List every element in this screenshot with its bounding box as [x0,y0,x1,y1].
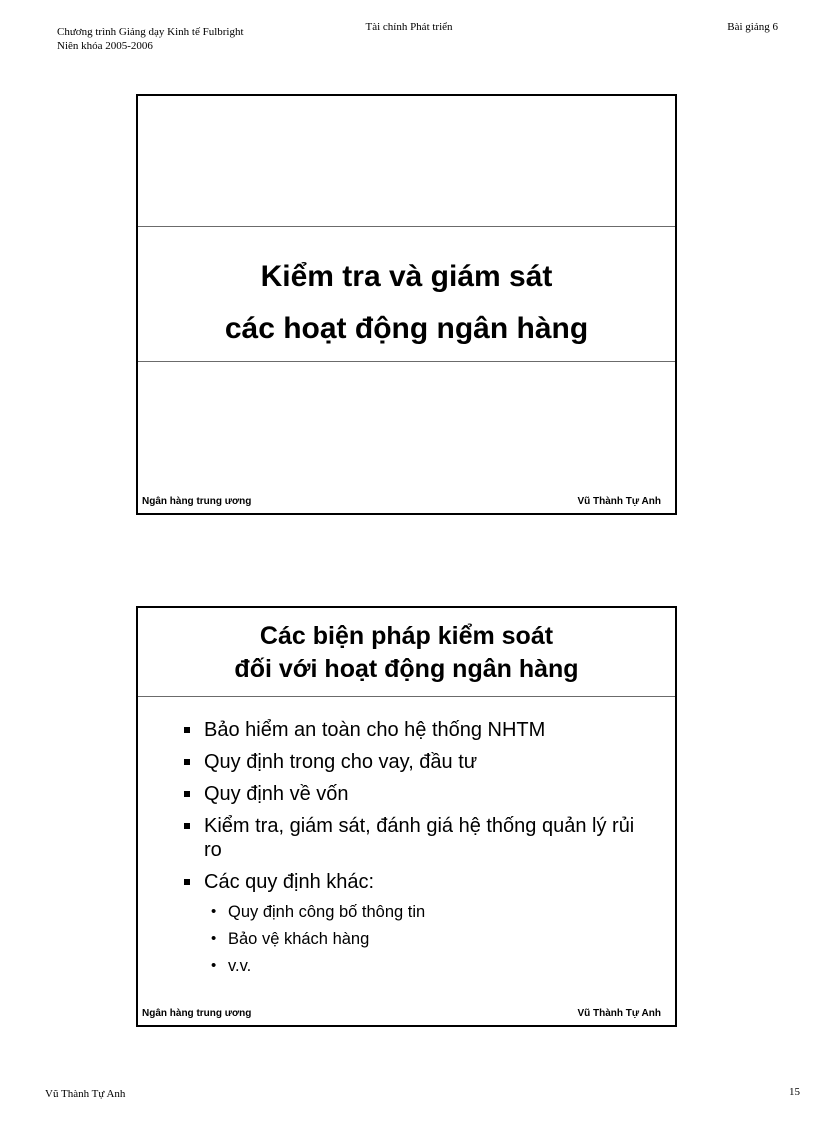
square-bullet-icon [184,879,190,885]
square-bullet-icon [184,727,190,733]
list-item [184,870,654,894]
sub-list-item [184,902,654,922]
bullet-text: Bảo hiểm an toàn cho hệ thống NHTM [204,719,546,741]
bullet-text: Các quy định khác: [204,871,375,893]
list-item [184,814,654,862]
academic-year: Niên khóa 2005-2006 [57,40,153,52]
dot-bullet-icon: • [211,957,217,974]
slide-2-divider [138,696,675,697]
list-item [184,718,654,742]
square-bullet-icon [184,759,190,765]
slide-2-bullet-list [184,718,654,983]
slide-2-title-line-2: đối với hoạt động ngân hàng [234,655,579,683]
slide-2 [136,606,677,1027]
slide-2-footer-right: Vũ Thành Tự Anh [577,1008,661,1019]
slide-2-title [138,620,675,686]
square-bullet-icon [184,823,190,829]
slide-2-footer [142,1008,661,1019]
lecture-number: Bài giảng 6 [727,21,778,33]
sub-bullet-text: Bảo vệ khách hàng [228,930,370,948]
slide-2-footer-left: Ngân hàng trung ương [142,1008,252,1019]
bullet-text: Quy định trong cho vay, đầu tư [204,751,478,773]
page-number: 15 [789,1086,800,1098]
list-item [184,750,654,774]
slide-1 [136,94,677,515]
page-footer-author: Vũ Thành Tự Anh [45,1088,126,1100]
slide-1-divider-bottom [138,361,675,362]
slide-2-title-line-1: Các biện pháp kiểm soát [259,622,554,650]
slide-1-footer-right: Vũ Thành Tự Anh [577,496,661,507]
dot-bullet-icon: • [211,930,217,947]
slide-1-title-line-1: Kiểm tra và giám sát [260,260,553,293]
bullet-text: Quy định về vốn [204,783,349,805]
bullet-text: Kiểm tra, giám sát, đánh giá hệ thống quản lý rủi ro [204,815,635,861]
slide-1-footer [142,496,661,507]
slide-1-title-line-2: các hoạt động ngân hàng [224,312,589,345]
dot-bullet-icon: • [211,903,217,920]
program-name: Chương trình Giảng dạy Kinh tế Fulbright [57,26,244,38]
slide-1-divider-top [138,226,675,227]
list-item [184,782,654,806]
square-bullet-icon [184,791,190,797]
course-title: Tài chính Phát triển [365,21,453,33]
sub-list-item [184,929,654,949]
sub-bullet-text: Quy định công bố thông tin [228,903,426,921]
sub-bullet-text: v.v. [228,957,252,975]
slide-1-footer-left: Ngân hàng trung ương [142,496,252,507]
sub-list-item [184,956,654,976]
slide-1-title [138,251,675,355]
